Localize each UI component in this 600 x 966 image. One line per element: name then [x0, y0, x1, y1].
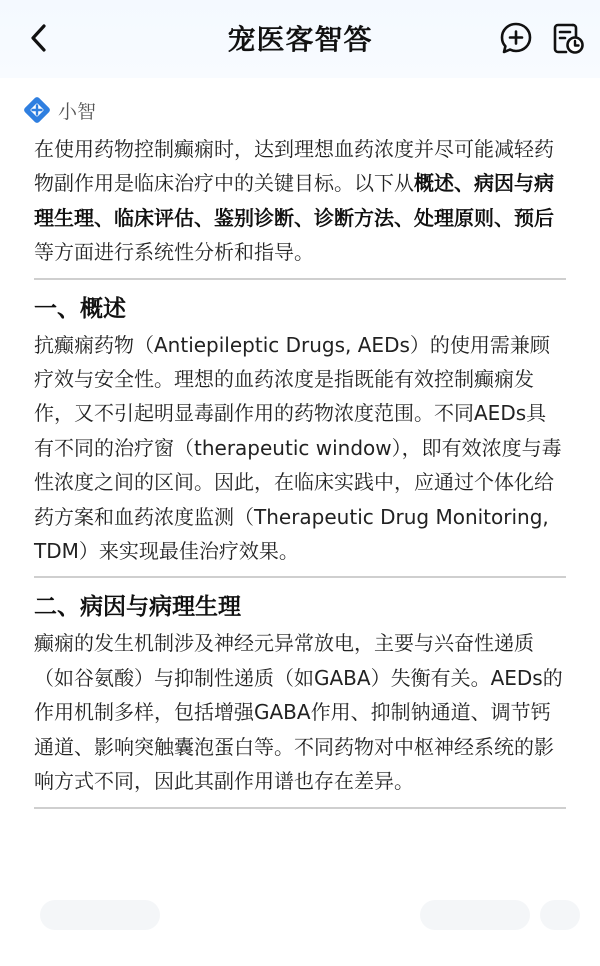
intro-text-2: 等方面进行系统性分析和指导。 — [34, 240, 314, 265]
divider — [34, 576, 566, 578]
bot-identity — [22, 92, 566, 128]
section-heading-overview: 一、概述 — [34, 295, 126, 322]
intro-bold-topics: 概述、病因与病理生理、临床评估、鉴别诊断、诊断方法、处理原则、预后 — [34, 171, 554, 230]
faded-suggestion-chip — [40, 900, 160, 930]
page-title: 宠医客智答 — [227, 23, 373, 56]
chat-plus-icon — [498, 20, 534, 56]
answer-content — [34, 92, 566, 819]
intro-paragraph — [34, 132, 566, 270]
new-chat-button[interactable] — [498, 20, 534, 56]
history-doc-icon — [550, 20, 586, 56]
divider — [34, 278, 566, 280]
faded-action-button — [540, 900, 580, 930]
section-heading-etiology: 二、病因与病理生理 — [34, 594, 241, 621]
bot-logo-icon — [22, 95, 52, 125]
faded-suggestion-chip — [420, 900, 530, 930]
bottom-fade-overlay — [0, 830, 600, 966]
section-body-etiology: 癫痫的发生机制涉及神经元异常放电，主要与兴奋性递质（如谷氨酸）与抑制性递质（如GABA）失衡有关。AEDs的作用机制多样，包括增强GABA作用、抑制钠通道、调节钙通道、影响突触囊泡蛋白等。不同药物对中枢神经系统的影响方式不同，因此其副作用谱也存在差异。 — [34, 631, 563, 794]
intro-text-1: 在使用药物控制癫痫时，达到理想血药浓度并尽可能减轻药物副作用是临床治疗中的关键目标。以下从 — [34, 137, 554, 196]
history-button[interactable] — [550, 20, 586, 56]
top-bar — [0, 0, 600, 78]
bot-name: 小智 — [58, 100, 97, 123]
section-body-overview: 抗癫痫药物（Antiepileptic Drugs, AEDs）的使用需兼顾疗效与安全性。理想的血药浓度是指既能有效控制癫痫发作，又不引起明显毒副作用的药物浓度范围。不同AEDs具有不同的治疗窗（therapeutic window），即有效浓度与毒性浓度之间的区间。因此，在临床实践中，应通过个体化给药方案和血药浓度监测（Therapeutic Drug Monitoring, TDM）来实现最佳治疗效果。 — [34, 332, 562, 564]
divider — [34, 807, 566, 809]
